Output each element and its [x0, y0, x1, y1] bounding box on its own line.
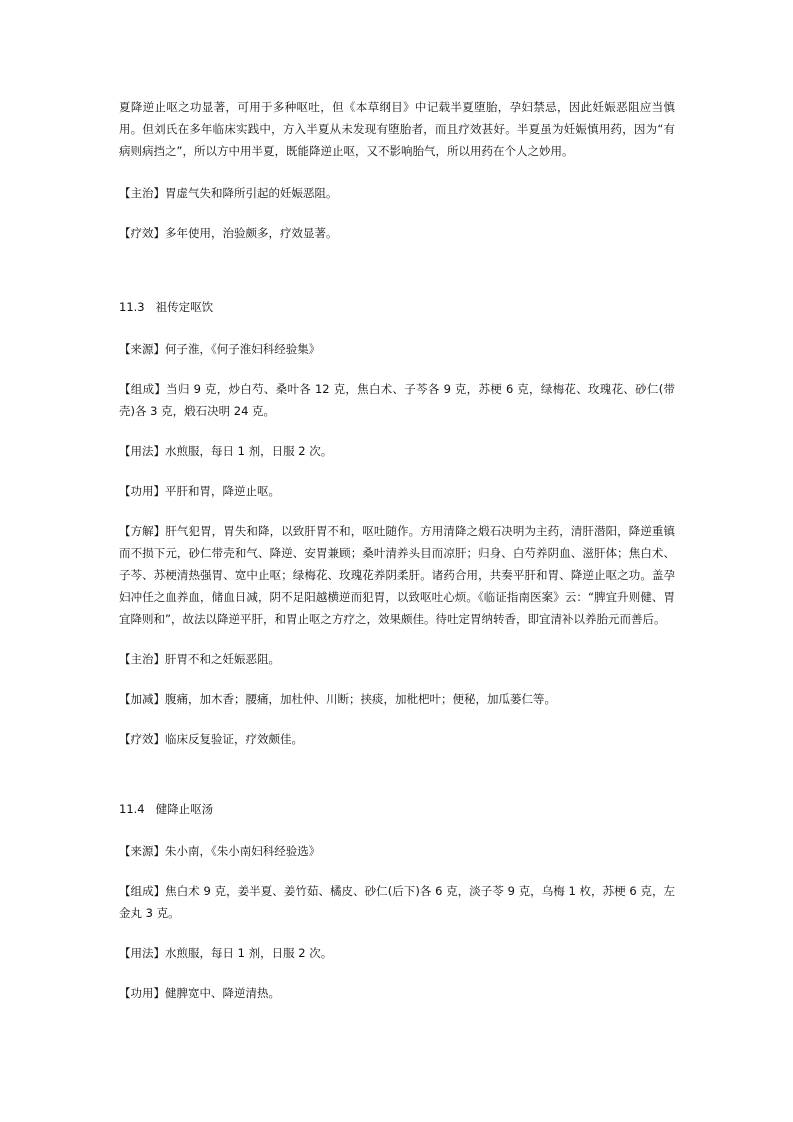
- paragraph-composition: 【组成】焦白术 9 克，姜半夏、姜竹茹、橘皮、砂仁(后下)各 6 克，淡子苓 9 克，乌梅 1 枚，苏梗 6 克，左金丸 3 克。: [119, 884, 675, 920]
- paragraph-usage: 【用法】水煎服，每日 1 剂，日服 2 次。: [119, 946, 333, 960]
- paragraph-efficacy: 【疗效】临床反复验证，疗效颇佳。: [119, 732, 303, 746]
- paragraph-function: 【功用】健脾宽中、降逆清热。: [119, 986, 280, 1000]
- paragraph-composition: 【组成】当归 9 克，炒白芍、桑叶各 12 克，焦白术、子芩各 9 克，苏梗 6 克，绿梅花、玫瑰花、砂仁(带壳)各 3 克，煅石决明 24 克。: [119, 382, 675, 418]
- paragraph-function: 【功用】平肝和胃，降逆止呕。: [119, 484, 280, 498]
- document-body: [119, 96, 675, 1022]
- paragraph-indication: 【主治】肝胃不和之妊娠恶阻。: [119, 652, 280, 666]
- section-heading-11-3: 11.3 祖传定呕饮: [119, 300, 214, 314]
- paragraph-continued: 夏降逆止呕之功显著，可用于多种呕吐，但《本草纲目》中记载半夏堕胎，孕妇禁忌，因此妊娠恶阻应当慎用。但刘氏在多年临床实践中，方入半夏从未发现有堕胎者，而且疗效甚好。半夏虽为妊娠慎用药，因为“有病则病挡之”，所以方中用半夏，既能降逆止呕，又不影响胎气，所以用药在个人之妙用。: [119, 100, 675, 158]
- paragraph-efficacy: 【疗效】多年使用，治验颇多，疗效显著。: [119, 226, 338, 240]
- section-heading-11-4: 11.4 健降止呕汤: [119, 802, 214, 816]
- paragraph-source: 【来源】何子淮，《何子淮妇科经验集》: [119, 342, 321, 356]
- paragraph-explanation: 【方解】肝气犯胃，胃失和降，以致肝胃不和，呕吐随作。方用清降之煅石决明为主药，清肝潜阳，降逆重镇而不损下元，砂仁带壳和气、降逆、安胃兼顾；桑叶清养头目而凉肝；归身、白芍养阴血、滋肝体；焦白术、子芩、苏梗清热强胃、宽中止呕；绿梅花、玫瑰花养阴柔肝。诸药合用，共奏平肝和胃、降逆止呕之功。盖孕妇冲任之血养血，储血日减，阴不足阳越横逆而犯胃，以致呕吐心烦。《临证指南医案》云：“脾宜升则健、胃宜降则和”，故法以降逆平肝，和胃止呕之方疗之，效果颇佳。待吐定胃纳转香，即宜清补以养胎元而善后。: [119, 524, 675, 626]
- paragraph-indication: 【主治】胃虚气失和降所引起的妊娠恶阻。: [119, 186, 338, 200]
- paragraph-source: 【来源】朱小南，《朱小南妇科经验选》: [119, 844, 321, 858]
- paragraph-usage: 【用法】水煎服，每日 1 剂，日服 2 次。: [119, 444, 333, 458]
- paragraph-modification: 【加减】腹痛，加木香；腰痛，加杜仲、川断；挟痰，加枇杷叶；便秘，加瓜蒌仁等。: [119, 692, 556, 706]
